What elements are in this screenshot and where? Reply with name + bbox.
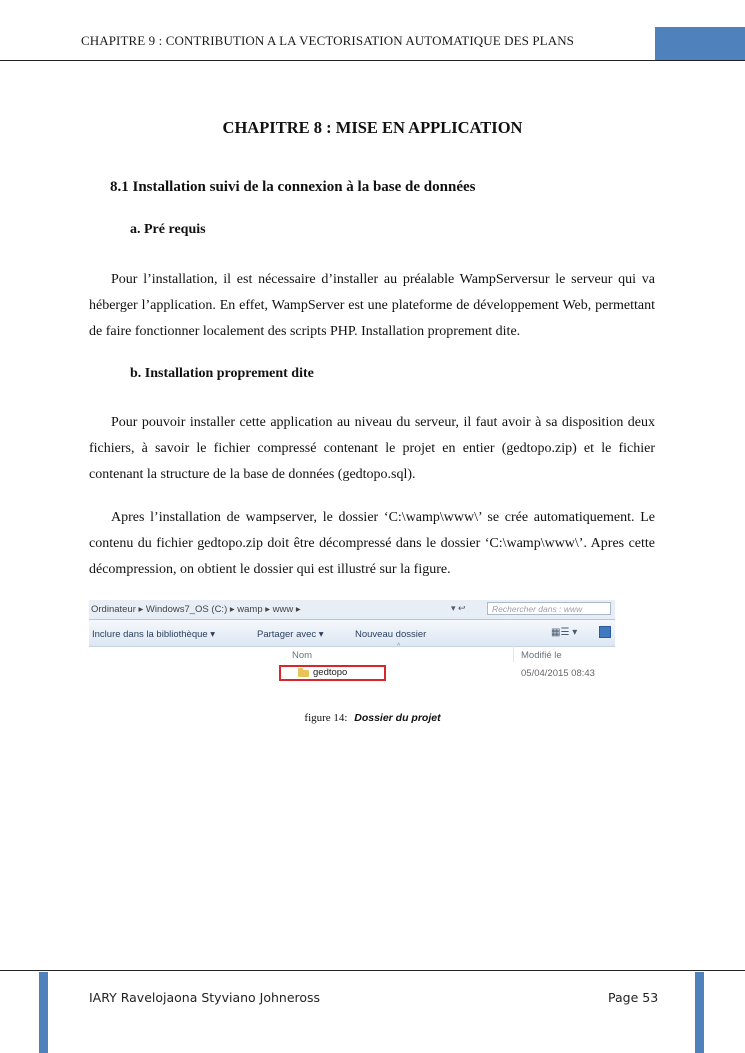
help-icon [599, 626, 611, 638]
paragraph-files: Pour pouvoir installer cette application au niveau du serveur, il faut avoir à sa disposition deux fichiers, à savoir le fichier compressé contenant le projet en entier (gedtopo.zip) et le fichier contenant la structure de la base de données (gedtopo.sql). [89, 415, 655, 482]
footer-rule [0, 970, 745, 971]
column-divider [513, 646, 514, 662]
running-header: CHAPITRE 9 : CONTRIBUTION A LA VECTORISATION AUTOMATIQUE DES PLANS [80, 33, 575, 48]
breadcrumb: Ordinateur ▸ Windows7_OS (C:) ▸ wamp ▸ www ▸ [91, 604, 301, 615]
footer-right-bar [695, 972, 704, 1053]
folder-icon [298, 670, 309, 677]
header-accent-block [655, 27, 745, 60]
share-with-button: Partager avec ▾ [257, 629, 324, 640]
footer-author: IARY Ravelojaona Styviano Johneross [89, 990, 321, 1005]
include-library-button: Inclure dans la bibliothèque ▾ [92, 629, 216, 640]
caption-label: figure 14: [304, 712, 348, 724]
column-header-modified: Modifié le [521, 650, 562, 661]
explorer-screenshot [89, 600, 615, 682]
column-header-name: Nom [292, 650, 313, 661]
sort-arrow-icon: ^ [397, 643, 401, 650]
page-number: Page 53 [608, 990, 659, 1005]
figure-caption [0, 712, 745, 724]
new-folder-button: Nouveau dossier [355, 629, 427, 640]
paragraph-prerequis: Pour l’installation, il est nécessaire d’installer au préalable WampServersur le serveur qui va héberger l’application. En effet, WampServer est une plateforme de développement Web, permettant de faire fonctionner localement des scripts PHP. Installation proprement dite. [89, 272, 655, 339]
address-tools-icon: ▾ ↩ [451, 603, 466, 613]
folder-modified-date: 05/04/2015 08:43 [521, 668, 595, 679]
chapter-title: CHAPITRE 8 : MISE EN APPLICATION [222, 118, 523, 137]
header-rule [0, 60, 745, 61]
search-input: Rechercher dans : www [487, 602, 611, 615]
folder-name: gedtopo [313, 667, 348, 678]
address-bar [89, 600, 615, 620]
subsection-heading-prerequis: a. Pré requis [130, 222, 206, 237]
subsection-heading-installation: b. Installation proprement dite [130, 366, 314, 381]
paragraph-decompression: Apres l’installation de wampserver, le dossier ‘C:\wamp\www\’ se crée automatiquement. Le contenu du fichier gedtopo.zip doit être décompressé dans le dossier ‘C:\wamp\www\’. Apres cette décompression, on obtient le dossier qui est illustré sur la figure. [89, 510, 655, 577]
command-bar [89, 620, 615, 647]
footer-left-bar [39, 972, 48, 1053]
view-options-icon: ▦☰ ▾ [551, 627, 578, 638]
section-heading: 8.1 Installation suivi de la connexion à la base de données [110, 179, 476, 195]
highlighted-folder-row [279, 665, 386, 681]
caption-title: Dossier du projet [354, 712, 441, 724]
